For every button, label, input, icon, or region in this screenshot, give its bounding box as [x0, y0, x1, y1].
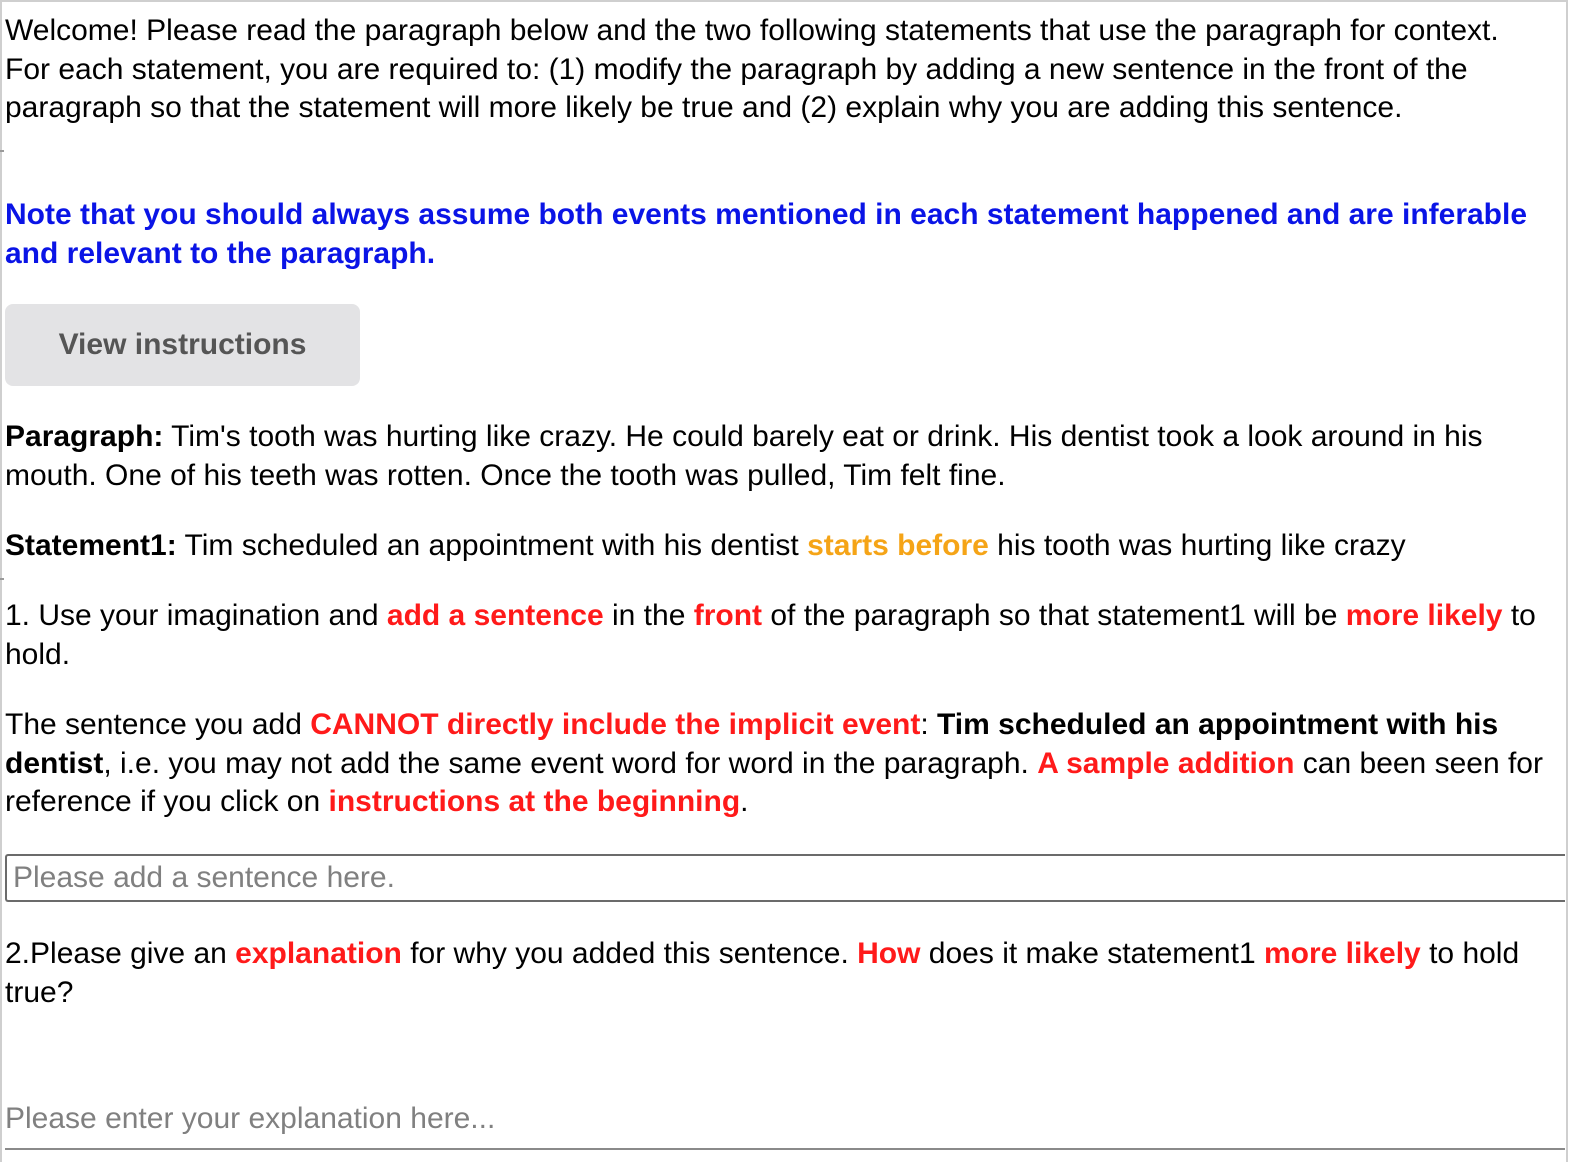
question1-highlight: more likely	[1345, 599, 1503, 632]
question2-highlight: explanation	[235, 937, 402, 970]
explanation-textarea[interactable]	[5, 1020, 1565, 1150]
question1-highlight: front	[693, 599, 763, 632]
statement-relation: starts before	[807, 529, 989, 562]
statement-event2: his tooth was hurting like crazy	[988, 529, 1406, 562]
constraint-part: :	[920, 708, 937, 741]
question2-part: does it make statement1	[920, 937, 1264, 970]
constraint-text	[5, 706, 1550, 822]
edge-tick	[0, 578, 4, 580]
statement-block	[5, 527, 1550, 566]
constraint-part: The sentence you add	[5, 708, 311, 741]
welcome-text: Welcome! Please read the paragraph below and the two following statements that use the paragraph for context. For each statement, you are required to: (1) modify the paragraph by adding a new sentence in the front of the paragraph so that the statement will more likely be true and (2) explain why you are adding this sentence.	[5, 14, 1499, 124]
implicit-event: Tim scheduled an appointment with his dentist	[5, 708, 1499, 780]
constraint-part: .	[740, 785, 749, 818]
constraint-highlight: CANNOT directly include the implicit event	[310, 708, 921, 741]
question2-highlight: more likely	[1263, 937, 1421, 970]
question2-part: 2.Please give an	[5, 937, 236, 970]
question1-part: to hold.	[5, 599, 1536, 671]
question2-text	[5, 935, 1550, 1012]
sentence-input[interactable]	[5, 854, 1565, 902]
question2-part: to hold true?	[5, 937, 1520, 1009]
question1-part: of the paragraph so that statement1 will be	[762, 599, 1346, 632]
statement-label: Statement1:	[5, 529, 177, 562]
question1-part: 1. Use your imagination and	[5, 599, 387, 632]
paragraph-label: Paragraph:	[5, 420, 164, 453]
question2-part: for why you added this sentence.	[401, 937, 858, 970]
constraint-part: can been seen for reference if you click on	[5, 746, 1543, 818]
constraint-highlight: A sample addition	[1037, 746, 1295, 780]
question1-highlight: add a sentence	[386, 599, 604, 632]
edge-tick	[0, 150, 4, 152]
constraint-part: , i.e. you may not add the same event word for word in the paragraph.	[103, 746, 1038, 780]
paragraph-text: Tim's tooth was hurting like crazy. He could barely eat or drink. His dentist took a look around in his mouth. One of his teeth was rotten. Once the tooth was pulled, Tim felt fine.	[5, 420, 1483, 492]
note-text: Note that you should always assume both events mentioned in each statement happened and are inferable and relevant to the paragraph.	[5, 198, 1528, 270]
question1-part: in the	[603, 599, 694, 632]
question1-text	[5, 597, 1550, 674]
statement-event1: Tim scheduled an appointment with his dentist	[176, 529, 808, 562]
view-instructions-button[interactable]: View instructions	[5, 304, 360, 386]
constraint-highlight: instructions at the beginning	[328, 785, 741, 818]
question2-highlight: How	[857, 937, 921, 970]
paragraph-block	[5, 418, 1550, 495]
